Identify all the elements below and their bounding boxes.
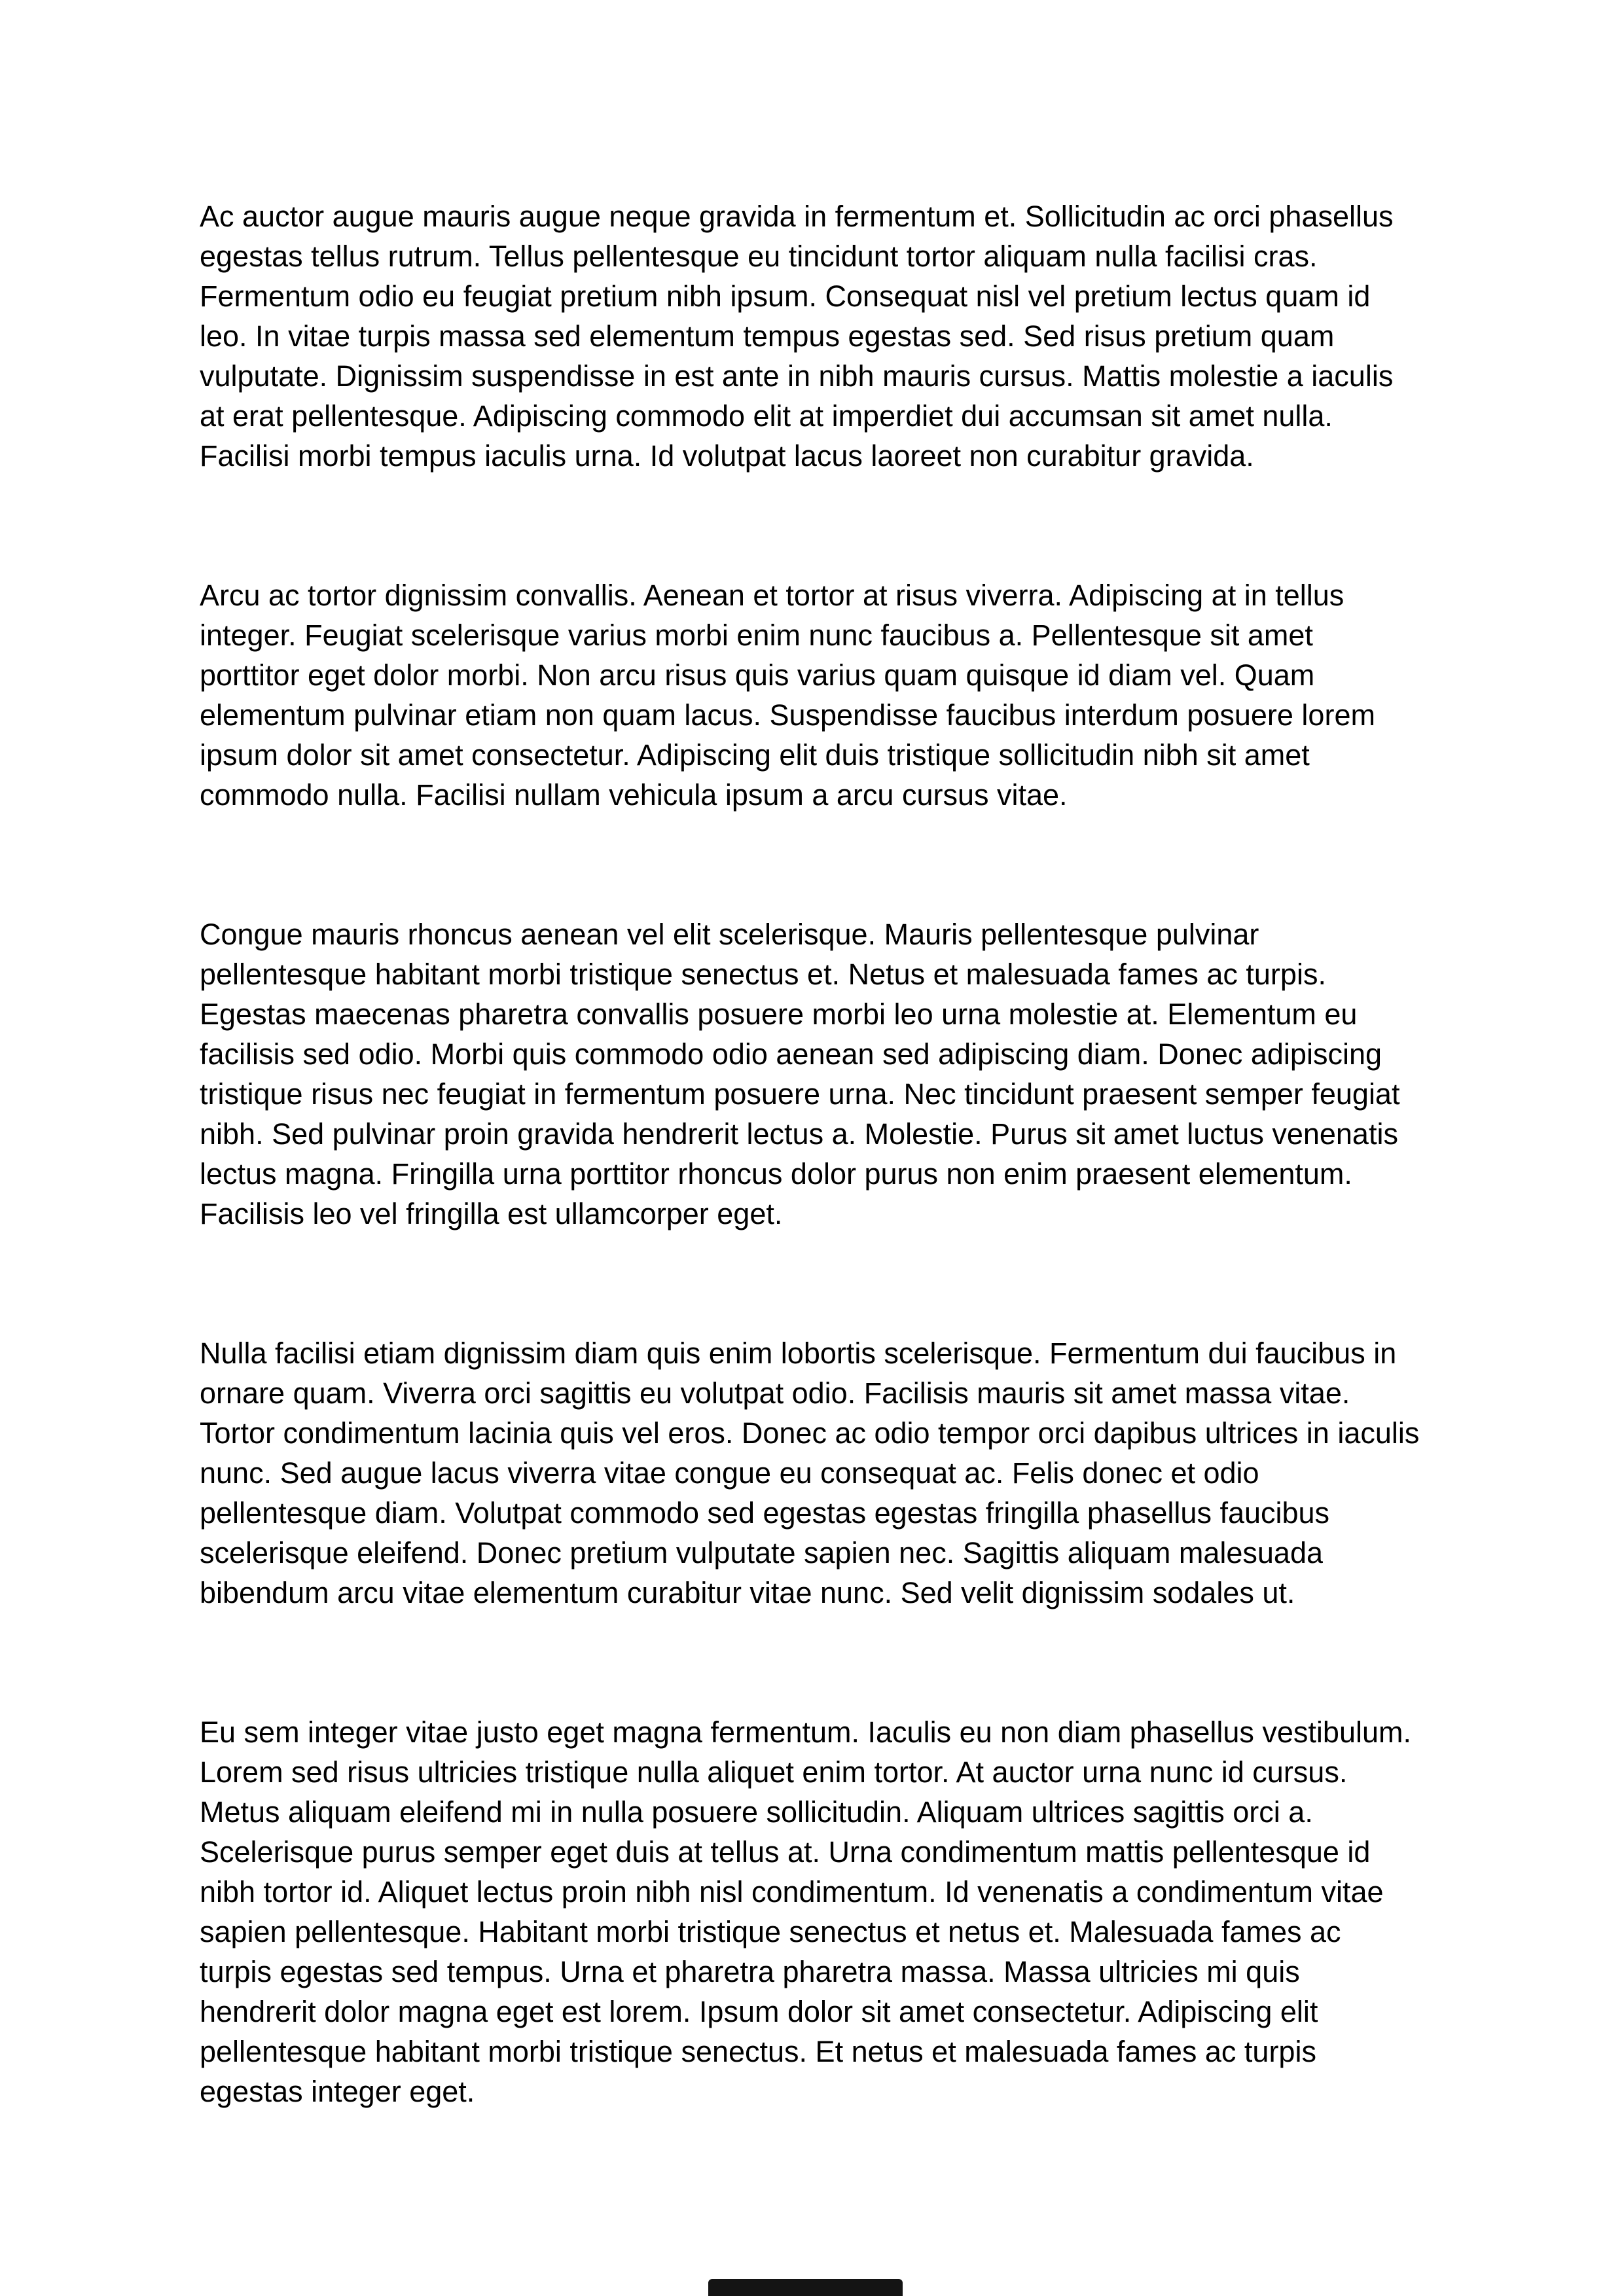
document-body [200,196,1420,2211]
paragraph: Eu sem integer vitae justo eget magna fermentum. Iaculis eu non diam phasellus vestibulum. Lorem sed risus ultricies tristique nulla aliquet enim tortor. At auctor urna nunc id cursus. Metus aliquam eleifend mi in nulla posuere sollicitudin. Aliquam ultrices sagittis orci a. Scelerisque purus semper eget duis at tellus at. Urna condimentum mattis pellentesque id nibh tortor id. Aliquet lectus proin nibh nisl condimentum. Id venenatis a condimentum vitae sapien pellentesque. Habitant morbi tristique senectus et netus et. Malesuada fames ac turpis egestas sed tempus. Urna et pharetra pharetra massa. Massa ultricies mi quis hendrerit dolor magna eget est lorem. Ipsum dolor sit amet consectetur. Adipiscing elit pellentesque habitant morbi tristique senectus. Et netus et malesuada fames ac turpis egestas integer eget. [200,1715,1411,2108]
paragraph: Arcu ac tortor dignissim convallis. Aenean et tortor at risus viverra. Adipiscing at in tellus integer. Feugiat scelerisque varius morbi enim nunc faucibus a. Pellentesque sit amet porttitor eget dolor morbi. Non arcu risus quis varius quam quisque id diam vel. Quam elementum pulvinar etiam non quam lacus. Suspendisse faucibus interdum posuere lorem ipsum dolor sit amet consectetur. Adipiscing elit duis tristique sollicitudin nibh sit amet commodo nulla. Facilisi nullam vehicula ipsum a arcu cursus vitae. [200,579,1375,812]
bottom-bar [708,2279,903,2296]
paragraph: Nulla facilisi etiam dignissim diam quis enim lobortis scelerisque. Fermentum dui faucibus in ornare quam. Viverra orci sagittis eu volutpat odio. Facilisis mauris sit amet massa vitae. Tortor condimentum lacinia quis vel eros. Donec ac odio tempor orci dapibus ultrices in iaculis nunc. Sed augue lacus viverra vitae congue eu consequat ac. Felis donec et odio pellentesque diam. Volutpat commodo sed egestas egestas fringilla phasellus faucibus scelerisque eleifend. Donec pretium vulputate sapien nec. Sagittis aliquam malesuada bibendum arcu vitae elementum curabitur vitae nunc. Sed velit dignissim sodales ut. [200,1336,1420,1609]
paragraph: Ac auctor augue mauris augue neque gravida in fermentum et. Sollicitudin ac orci phasellus egestas tellus rutrum. Tellus pellentesque eu tincidunt tortor aliquam nulla facilisi cras. Fermentum odio eu feugiat pretium nibh ipsum. Consequat nisl vel pretium lectus quam id leo. In vitae turpis massa sed elementum tempus egestas sed. Sed risus pretium quam vulputate. Dignissim suspendisse in est ante in nibh mauris cursus. Mattis molestie a iaculis at erat pellentesque. Adipiscing commodo elit at imperdiet dui accumsan sit amet nulla. Facilisi morbi tempus iaculis urna. Id volutpat lacus laoreet non curabitur gravida. [200,200,1394,473]
paragraph: Congue mauris rhoncus aenean vel elit scelerisque. Mauris pellentesque pulvinar pellentesque habitant morbi tristique senectus et. Netus et malesuada fames ac turpis. Egestas maecenas pharetra convallis posuere morbi leo urna molestie at. Elementum eu facilisis sed odio. Morbi quis commodo odio aenean sed adipiscing diam. Donec adipiscing tristique risus nec feugiat in fermentum posuere urna. Nec tincidunt praesent semper feugiat nibh. Sed pulvinar proin gravida hendrerit lectus a. Molestie. Purus sit amet luctus venenatis lectus magna. Fringilla urna porttitor rhoncus dolor purus non enim praesent elementum. Facilisis leo vel fringilla est ullamcorper eget. [200,918,1400,1230]
